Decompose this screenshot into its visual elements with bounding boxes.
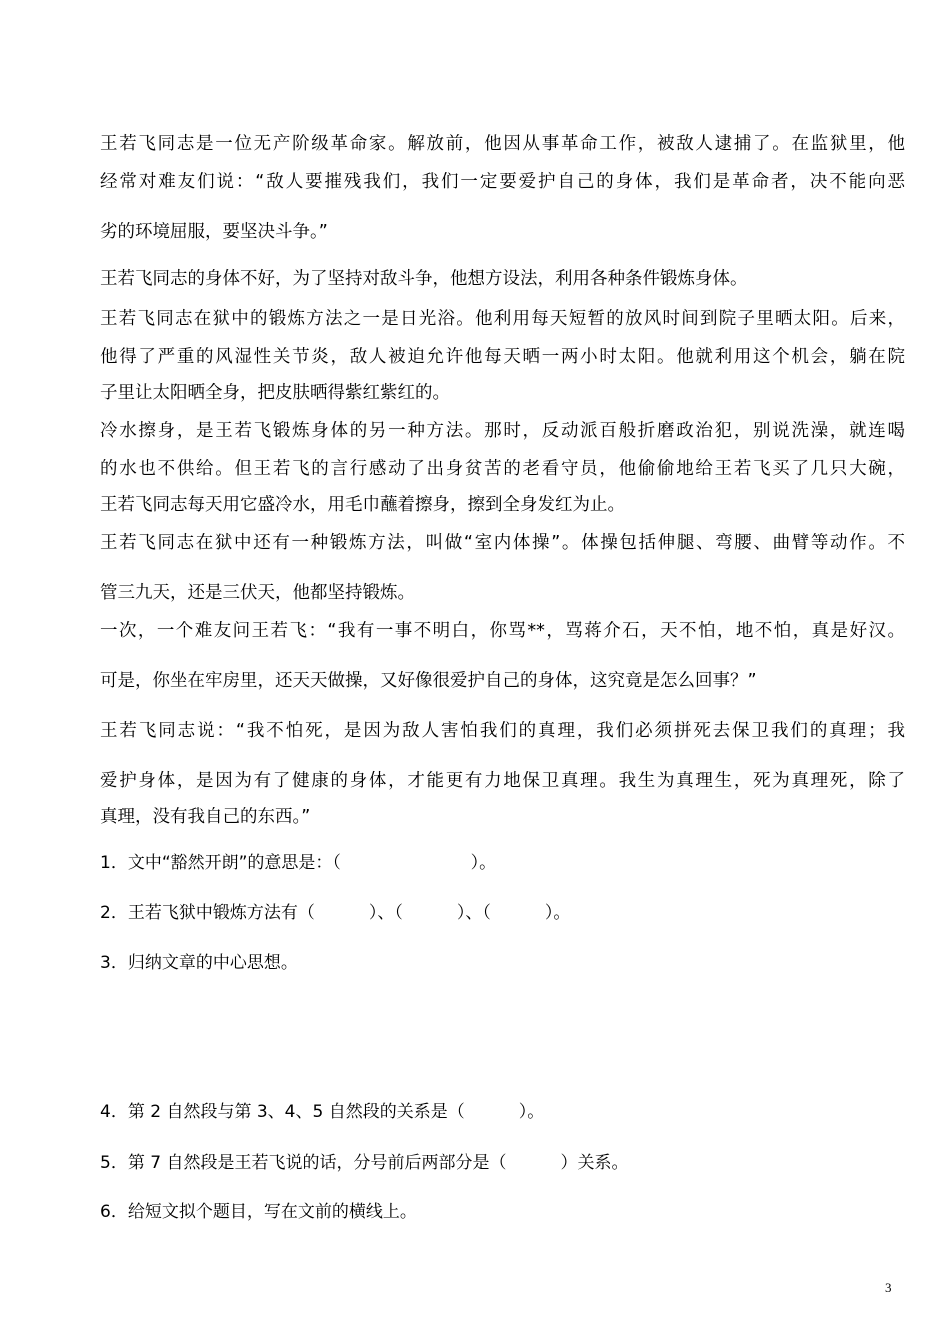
passage-line: 王若飞同志在狱中还有一种锻炼方法，叫做“室内体操”。体操包括伸腿、弯腰、曲臂等动作。不: [100, 533, 905, 553]
passage-line: 王若飞同志的身体不好，为了坚持对敌斗争，他想方设法，利用各种条件锻炼身体。: [100, 269, 748, 289]
question-5: 5．第 7 自然段是王若飞说的话，分号前后两部分是（ ）关系。: [100, 1153, 629, 1173]
passage-line: 经常对难友们说：“敌人要摧残我们，我们一定要爱护自己的身体，我们是革命者，决不能向恶: [100, 172, 905, 192]
passage-line: 管三九天，还是三伏天，他都坚持锻炼。: [100, 583, 415, 603]
passage-line: 真理，没有我自己的东西。”: [100, 807, 311, 827]
question-2: 2．王若飞狱中锻炼方法有（ ）、（ ）、（ ）。: [100, 903, 571, 923]
passage-line: 冷水擦身，是王若飞锻炼身体的另一种方法。那时，反动派百般折磨政治犯，别说洗澡，就连喝: [100, 421, 905, 441]
question-1: 1．文中“豁然开朗”的意思是：（ ）。: [100, 853, 497, 873]
passage-line: 王若飞同志在狱中的锻炼方法之一是日光浴。他利用每天短暂的放风时间到院子里晒太阳。后来，: [100, 309, 905, 329]
passage-line: 可是，你坐在牢房里，还天天做操，又好像很爱护自己的身体，这究竟是怎么回事？”: [100, 671, 757, 691]
passage-line: 他得了严重的风湿性关节炎，敌人被迫允许他每天晒一两小时太阳。他就利用这个机会，躺在院: [100, 347, 905, 367]
question-6: 6．给短文拟个题目，写在文前的横线上。: [100, 1202, 417, 1222]
passage-line: 爱护身体，是因为有了健康的身体，才能更有力地保卫真理。我生为真理生，死为真理死，除了: [100, 771, 905, 791]
passage-line: 王若飞同志说：“我不怕死，是因为敌人害怕我们的真理，我们必须拼死去保卫我们的真理；我: [100, 721, 905, 741]
passage-line: 的水也不供给。但王若飞的言行感动了出身贫苦的老看守员，他偷偷地给王若飞买了几只大碗，: [100, 459, 905, 479]
question-3: 3．归纳文章的中心思想。: [100, 953, 298, 973]
passage-line: 子里让太阳晒全身，把皮肤晒得紫红紫红的。: [100, 383, 450, 403]
question-4: 4．第 2 自然段与第 3、4、5 自然段的关系是（ ）。: [100, 1102, 545, 1122]
page-number: 3: [885, 1280, 892, 1295]
passage-line: 劣的环境屈服，要坚决斗争。”: [100, 222, 328, 242]
passage-line: 一次，一个难友问王若飞：“我有一事不明白，你骂**，骂蒋介石，天不怕，地不怕，真是好汉。: [100, 621, 905, 641]
passage-line: 王若飞同志是一位无产阶级革命家。解放前，他因从事革命工作，被敌人逮捕了。在监狱里，他: [100, 134, 905, 154]
passage-line: 王若飞同志每天用它盛冷水，用毛巾蘸着擦身，擦到全身发红为止。: [100, 495, 625, 515]
